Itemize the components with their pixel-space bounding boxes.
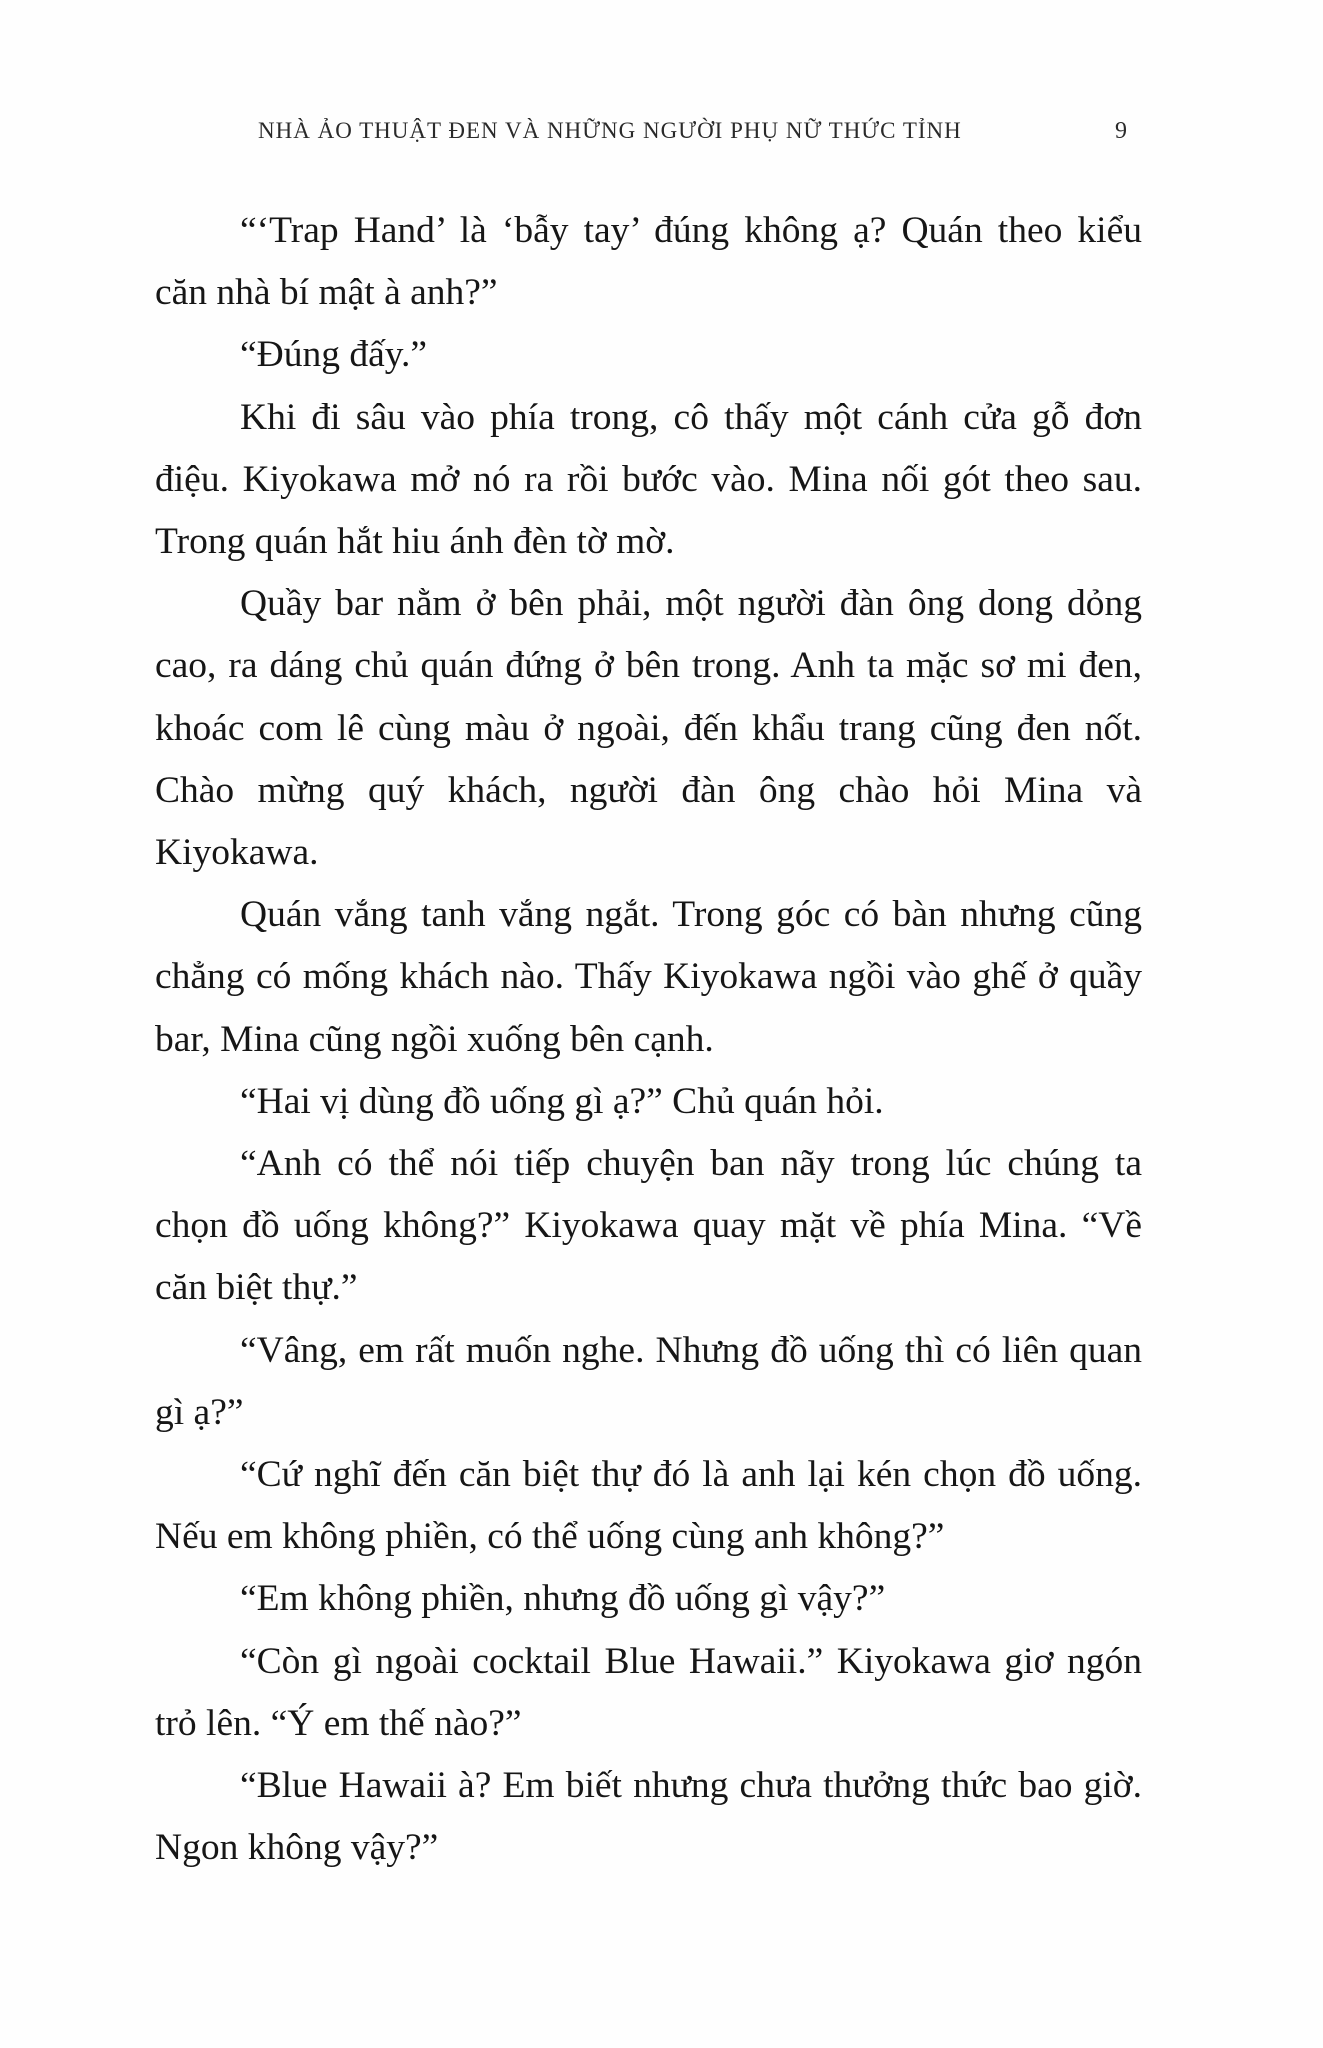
paragraph: “Em không phiền, nhưng đồ uống gì vậy?” [240, 1578, 886, 1620]
running-header [258, 118, 1128, 145]
paragraph: “Anh có thể nói tiếp chuyện ban nãy trong lúc chúng ta chọn đồ uống không?” Kiyokawa quay mặt về phía Mina. “Về căn biệt thự.” [155, 1143, 1142, 1309]
paragraph: “Cứ nghĩ đến căn biệt thự đó là anh lại kén chọn đồ uống. Nếu em không phiền, có thể uống cùng anh không?” [155, 1454, 1142, 1558]
running-title: NHÀ ẢO THUẬT ĐEN VÀ NHỮNG NGƯỜI PHỤ NỮ THỨC TỈNH [258, 118, 962, 143]
paragraph: Khi đi sâu vào phía trong, cô thấy một cánh cửa gỗ đơn điệu. Kiyokawa mở nó ra rồi bước vào. Mina nối gót theo sau. Trong quán hắt hiu ánh đèn tờ mờ. [155, 396, 1142, 563]
paragraph: “‘Trap Hand’ là ‘bẫy tay’ đúng không ạ? Quán theo kiểu căn nhà bí mật à anh?” [155, 210, 1142, 314]
paragraph: “Blue Hawaii à? Em biết nhưng chưa thưởng thức bao giờ. Ngon không vậy?” [155, 1765, 1142, 1869]
body-text [155, 200, 1142, 1879]
paragraph: “Còn gì ngoài cocktail Blue Hawaii.” Kiyokawa giơ ngón trỏ lên. “Ý em thế nào?” [155, 1640, 1142, 1744]
paragraph: “Vâng, em rất muốn nghe. Nhưng đồ uống thì có liên quan gì ạ?” [155, 1329, 1142, 1433]
paragraph: Quán vắng tanh vắng ngắt. Trong góc có bàn nhưng cũng chẳng có mống khách nào. Thấy Kiyokawa ngồi vào ghế ở quầy bar, Mina cũng ngồi xuống bên cạnh. [155, 894, 1142, 1060]
paragraph: Quầy bar nằm ở bên phải, một người đàn ông dong dỏng cao, ra dáng chủ quán đứng ở bên trong. Anh ta mặc sơ mi đen, khoác com lê cùng màu ở ngoài, đến khẩu trang cũng đen nốt. Chào mừng quý khách, người đàn ông chào hỏi Mina và Kiyokawa. [155, 583, 1142, 874]
paragraph: “Đúng đấy.” [240, 334, 428, 376]
page-number: 9 [1115, 118, 1128, 144]
paragraph: “Hai vị dùng đồ uống gì ạ?” Chủ quán hỏi. [240, 1080, 884, 1122]
